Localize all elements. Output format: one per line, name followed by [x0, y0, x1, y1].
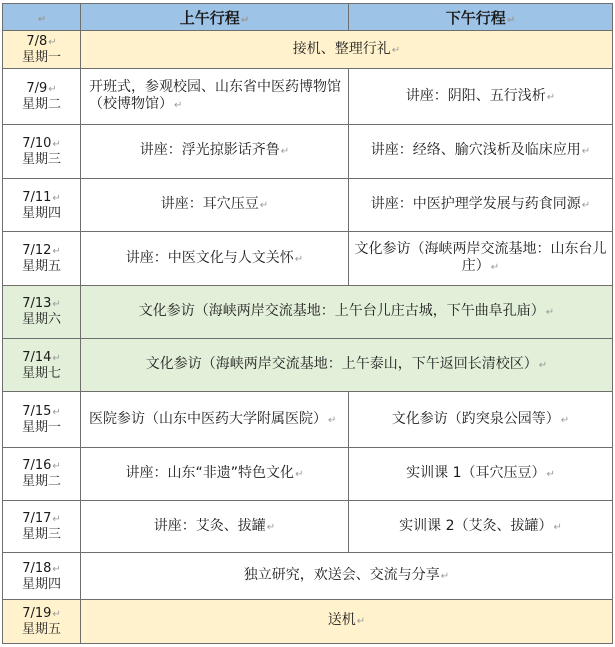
- date-cell: [3, 501, 81, 553]
- afternoon-activity: 讲座：经络、腧穴浅析及临床应用↵: [349, 124, 613, 178]
- header-afternoon-label: 下午行程: [445, 8, 506, 27]
- table-row: [3, 31, 613, 69]
- date-label: 7/13↵: [22, 296, 61, 312]
- header-morning-label: 上午行程: [179, 8, 240, 27]
- date-label: 7/8↵: [26, 34, 57, 50]
- date-cell: [3, 31, 81, 69]
- date-cell: [3, 447, 81, 500]
- weekday-label: 星期七: [21, 365, 61, 381]
- afternoon-activity: 实训课 2（艾灸、拔罐）↵: [349, 501, 613, 553]
- morning-activity: 开班式，参观校园、山东省中医药博物馆（校博物馆）↵: [81, 69, 349, 124]
- afternoon-activity: 讲座：中医护理学发展与药食同源↵: [349, 179, 613, 232]
- weekday-label: 星期三: [21, 151, 61, 167]
- table-row: [3, 447, 613, 500]
- date-label: 7/19↵: [22, 605, 61, 621]
- date-cell: [3, 124, 81, 178]
- weekday-label: 星期四: [21, 205, 61, 221]
- date-label: 7/11↵: [22, 189, 61, 205]
- table-row: [3, 392, 613, 447]
- date-label: 7/12↵: [22, 243, 61, 259]
- date-label: 7/15↵: [22, 404, 61, 420]
- weekday-label: 星期一: [21, 50, 61, 66]
- table-row: [3, 232, 613, 285]
- weekday-label: 星期三: [21, 527, 61, 543]
- table-row: [3, 69, 613, 124]
- date-cell: [3, 69, 81, 124]
- header-row: [3, 4, 613, 31]
- date-label: 7/18↵: [22, 560, 61, 576]
- corner-paragraph-mark: ↵: [37, 14, 47, 26]
- table-row: [3, 553, 613, 599]
- table-row: [3, 285, 613, 338]
- date-cell: [3, 232, 81, 285]
- date-cell: [3, 339, 81, 392]
- date-cell: [3, 392, 81, 447]
- full-day-activity: 送机↵: [81, 599, 613, 643]
- date-label: 7/9↵: [26, 81, 57, 97]
- paragraph-mark: ↵: [506, 14, 516, 26]
- table-row: [3, 179, 613, 232]
- date-cell: [3, 553, 81, 599]
- date-cell: [3, 599, 81, 643]
- full-day-activity: 独立研究，欢送会、交流与分享↵: [81, 553, 613, 599]
- weekday-label: 星期五: [21, 621, 61, 637]
- weekday-label: 星期四: [21, 576, 61, 592]
- full-day-activity: 文化参访（海峡两岸交流基地：上午泰山，下午返回长清校区）↵: [81, 339, 613, 392]
- table-row: [3, 339, 613, 392]
- morning-activity: 讲座：中医文化与人文关怀↵: [81, 232, 349, 285]
- table-row: [3, 124, 613, 178]
- morning-activity: 讲座：艾灸、拔罐↵: [81, 501, 349, 553]
- table-row: [3, 501, 613, 553]
- date-label: 7/10↵: [22, 135, 61, 151]
- full-day-activity: 文化参访（海峡两岸交流基地：上午台儿庄古城，下午曲阜孔庙）↵: [81, 285, 613, 338]
- date-cell: [3, 285, 81, 338]
- date-label: 7/17↵: [22, 511, 61, 527]
- morning-activity: 讲座：耳穴压豆↵: [81, 179, 349, 232]
- weekday-label: 星期二: [21, 97, 61, 113]
- afternoon-activity: 文化参访（海峡两岸交流基地：山东台儿庄）↵: [349, 232, 613, 285]
- header-morning: [81, 4, 349, 31]
- morning-activity: 讲座：山东“非遗”特色文化↵: [81, 447, 349, 500]
- afternoon-activity: 文化参访（趵突泉公园等）↵: [349, 392, 613, 447]
- weekday-label: 星期六: [21, 312, 61, 328]
- date-label: 7/16↵: [22, 458, 61, 474]
- date-cell: [3, 179, 81, 232]
- weekday-label: 星期一: [21, 420, 61, 436]
- date-label: 7/14↵: [22, 349, 61, 365]
- morning-activity: 讲座：浮光掠影话齐鲁↵: [81, 124, 349, 178]
- weekday-label: 星期二: [21, 474, 61, 490]
- table-row: [3, 599, 613, 643]
- full-day-activity: 接机、整理行礼↵: [81, 31, 613, 69]
- paragraph-mark: ↵: [240, 14, 250, 26]
- header-corner-cell: [3, 4, 81, 31]
- afternoon-activity: 讲座：阴阳、五行浅析↵: [349, 69, 613, 124]
- morning-activity: 医院参访（山东中医药大学附属医院）↵: [81, 392, 349, 447]
- header-afternoon: [349, 4, 613, 31]
- afternoon-activity: 实训课 1（耳穴压豆）↵: [349, 447, 613, 500]
- weekday-label: 星期五: [21, 259, 61, 275]
- itinerary-table: [2, 3, 613, 644]
